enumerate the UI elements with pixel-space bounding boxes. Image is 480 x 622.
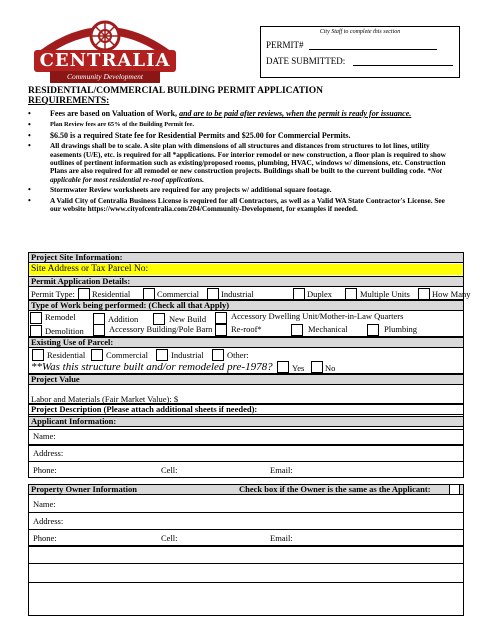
existing-use-header: Existing Use of Parcel: (28, 337, 464, 348)
addition-label: Addition (108, 314, 139, 324)
existing-residential-label: Residential (47, 350, 86, 360)
how-many-label: How Many (432, 289, 471, 299)
existing-residential-checkbox[interactable] (32, 349, 44, 361)
work-type-rows (28, 310, 464, 337)
duplex-label: Duplex (307, 289, 333, 299)
duplex-checkbox[interactable] (293, 288, 305, 300)
residential-label: Residential (92, 289, 131, 299)
project-site-header: Project Site Information: (28, 252, 464, 263)
requirement-item: • Fees are based on Valuation of Work, and are to be paid after reviews, when the permit is ready for issuance. (28, 109, 412, 118)
commercial-label: Commercial (157, 289, 200, 299)
existing-industrial-label: Industrial (171, 350, 204, 360)
pre-1978-no-checkbox[interactable] (311, 361, 323, 373)
demolition-checkbox[interactable] (30, 325, 42, 337)
owner-fields (28, 494, 464, 546)
existing-other-checkbox[interactable] (212, 349, 224, 361)
owner-phone-field[interactable] (64, 531, 159, 543)
pre-1978-question: **Was this structure built and/or remodeled pre-1978? (31, 361, 273, 373)
permit-type-label: Permit Type: (31, 289, 75, 299)
project-value-row[interactable] (28, 384, 464, 404)
applicant-phone-label: Phone: (33, 465, 57, 475)
date-submitted-field[interactable] (353, 65, 453, 66)
owner-email-label: Email: (270, 533, 293, 543)
accessory-building-checkbox[interactable] (93, 324, 105, 336)
owner-phone-label: Phone: (33, 533, 57, 543)
reroof-checkbox[interactable] (215, 324, 227, 336)
applicant-email-label: Email: (270, 465, 293, 475)
pre-1978-no-label: No (325, 363, 336, 373)
owner-email-field[interactable] (299, 531, 459, 543)
staff-note: City Staff to complete this section (319, 29, 401, 35)
centralia-logo (30, 14, 180, 86)
owner-name-field[interactable] (64, 497, 460, 509)
requirement-item: • Stormwater Review worksheets are required for any projects w/ additional square footage. (28, 185, 332, 195)
owner-address-field[interactable] (74, 514, 460, 526)
permit-number-label: PERMIT# (266, 40, 304, 50)
existing-commercial-checkbox[interactable] (91, 349, 103, 361)
applicant-address-field[interactable] (74, 446, 460, 458)
accessory-dwelling-checkbox[interactable] (215, 312, 227, 324)
existing-other-label: Other: (227, 350, 249, 360)
requirement-item: • All drawings shall be to scale. A site plan with dimensions of all structures and distances from structures to lot lines, utility easements (U/E), etc. is required for all *applications. For interior remodel or new construction, a floor plan is required to show outlines of pertinent information such as existing/proposed rooms, plumbing, HVAC, windows w/ dimensions, etc. Construction Plans are also required for all remodel or new construction projects. Buildings shall be built to the current building code. *Not applicable for most residential re-roof applications. (28, 141, 446, 184)
residential-checkbox[interactable] (78, 288, 90, 300)
requirement-item: • A Valid City of Centralia Business License is required for all Contractors, as well as a Valid WA State Contractor's License. See our website https://www.cityofcentralia.com/204/Community-Development, for examples if needed. (28, 196, 445, 214)
owner-header-title: Property Owner Information (31, 484, 137, 494)
project-value-header: Project Value (28, 374, 464, 385)
logo-subtitle: Community Development (66, 72, 144, 81)
accessory-dwelling-label: Accessory Dwelling Unit/Mother-in-Law Quarters (231, 311, 404, 321)
owner-cell-field[interactable] (184, 531, 264, 543)
labor-materials-label: Labor and Materials (Fair Market Value): $ (31, 394, 179, 404)
existing-industrial-checkbox[interactable] (156, 349, 168, 361)
demolition-label: Demolition (45, 326, 84, 336)
accessory-building-label: Accessory Building/Pole Barn (109, 324, 213, 334)
applicant-name-field[interactable] (64, 429, 460, 441)
permit-number-field[interactable] (309, 49, 437, 50)
mechanical-label: Mechanical (308, 324, 348, 334)
applicant-cell-label: Cell: (161, 465, 178, 475)
applicant-address-label: Address: (33, 448, 64, 458)
applicant-fields (28, 426, 464, 478)
staff-section (260, 26, 460, 78)
plumbing-label: Plumbing (384, 324, 418, 334)
owner-address-label: Address: (33, 516, 64, 526)
remodel-checkbox[interactable] (30, 312, 42, 324)
applicant-phone-field[interactable] (64, 463, 159, 475)
reroof-label: Re-roof* (231, 324, 262, 334)
project-description-header: Project Description (Please attach additional sheets if needed): (28, 404, 464, 415)
title-line-1: RESIDENTIAL/COMMERCIAL BUILDING PERMIT APPLICATION (28, 86, 323, 96)
owner-same-as-label: Check box if the Owner is the same as the Applicant: (239, 484, 431, 494)
requirement-item: • Plan Review fees are 65% of the Building Permit fee. (28, 119, 194, 129)
logo-text: CENTRALIA (39, 50, 171, 71)
date-submitted-label: DATE SUBMITTED: (266, 56, 346, 66)
owner-name-label: Name: (33, 499, 56, 509)
work-type-header: Type of Work being performed: (Check all that Apply) (28, 300, 464, 311)
applicant-cell-field[interactable] (184, 463, 264, 475)
owner-extra-space[interactable] (28, 546, 464, 616)
multiple-units-checkbox[interactable] (345, 288, 357, 300)
industrial-label: Industrial (221, 289, 254, 299)
applicant-name-label: Name: (33, 431, 56, 441)
mechanical-checkbox[interactable] (291, 324, 303, 336)
applicant-email-field[interactable] (299, 463, 459, 475)
permit-type-row (28, 286, 471, 300)
existing-use-rows (28, 347, 464, 374)
permit-application-header: Permit Application Details: (28, 276, 464, 287)
multiple-units-label: Multiple Units (360, 289, 410, 299)
pre-1978-yes-label: Yes (292, 363, 305, 373)
form-title (28, 86, 323, 106)
commercial-checkbox[interactable] (143, 288, 155, 300)
applicant-header: Applicant Information: (28, 416, 464, 427)
industrial-checkbox[interactable] (207, 288, 219, 300)
how-many-field[interactable] (418, 288, 430, 300)
existing-commercial-label: Commercial (106, 350, 149, 360)
plumbing-checkbox[interactable] (367, 324, 379, 336)
owner-cell-label: Cell: (161, 533, 178, 543)
title-requirements: REQUIREMENTS: (28, 96, 110, 106)
remodel-label: Remodel (45, 312, 76, 322)
requirements-list (28, 110, 452, 216)
requirement-item: • $6.50 is a required State fee for Residential Permits and $25.00 for Commercial Permits. (28, 130, 351, 140)
new-build-label: New Build (169, 314, 207, 324)
pre-1978-yes-checkbox[interactable] (277, 361, 289, 373)
site-address-field[interactable]: Site Address or Tax Parcel No: (29, 264, 463, 275)
